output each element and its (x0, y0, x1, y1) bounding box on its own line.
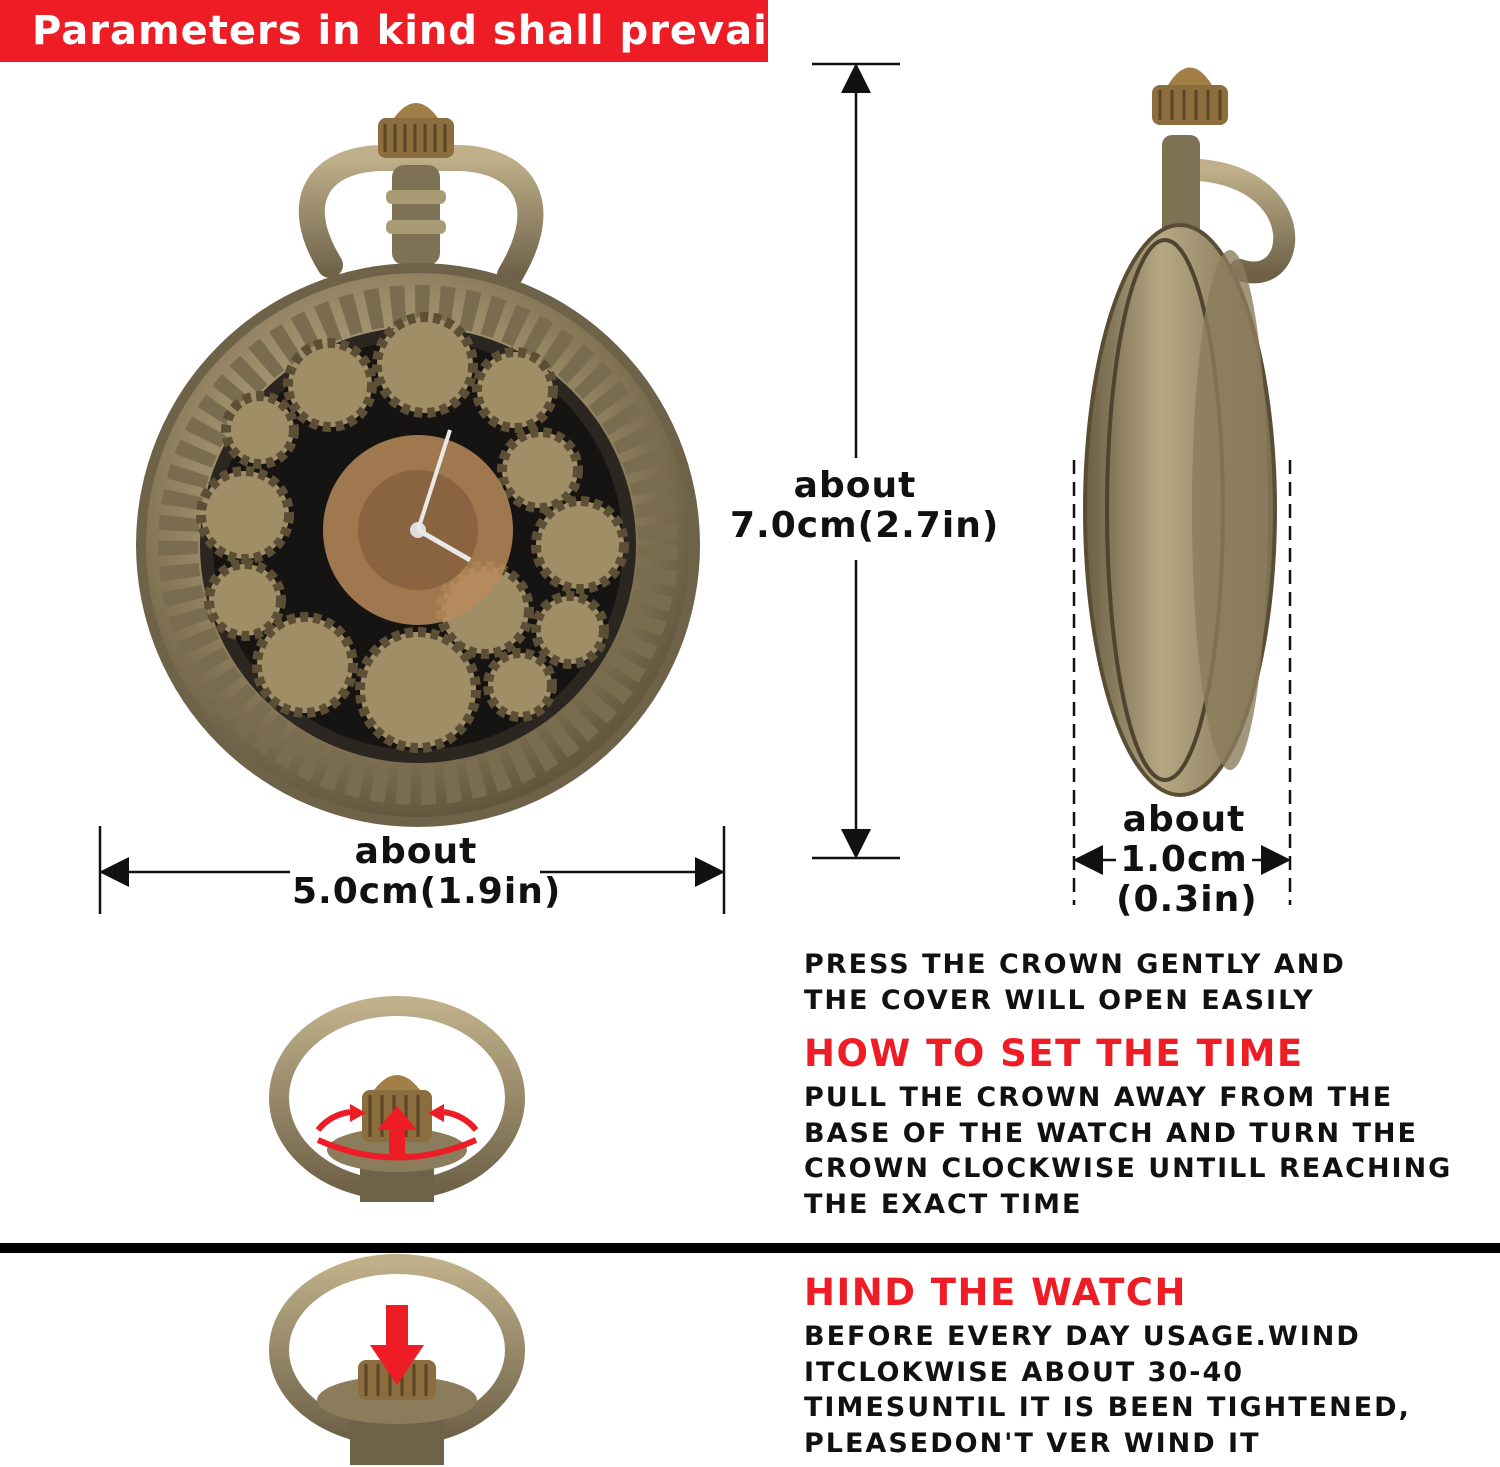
set-time-line: CROWN CLOCKWISE UNTILL REACHING (804, 1153, 1453, 1184)
height-label (730, 465, 1000, 546)
wind-instructions (804, 1319, 1411, 1461)
crown-press-icon (279, 1264, 515, 1465)
thickness-about: about (1122, 799, 1246, 840)
crown-rotate-icon (279, 1006, 515, 1202)
thickness-value: 1.0cm (1120, 839, 1248, 880)
set-time-line: THE EXACT TIME (804, 1188, 1083, 1220)
width-about: about (354, 831, 478, 872)
width-label (292, 831, 562, 912)
set-time-instructions (804, 1080, 1452, 1222)
pocket-watch-side-icon (1085, 68, 1284, 796)
wind-line: BEFORE EVERY DAY USAGE.WIND (804, 1321, 1361, 1352)
height-dimension-lines (812, 64, 900, 858)
wind-line: PLEASEDON'T VER WIND IT (804, 1427, 1261, 1459)
set-time-line: BASE OF THE WATCH AND TURN THE (804, 1117, 1418, 1149)
open-line: PRESS THE CROWN GENTLY AND (804, 949, 1346, 980)
wind-line: ITCLOKWISE ABOUT 30-40 (804, 1356, 1245, 1388)
height-value: 7.0cm(2.7in) (730, 505, 1000, 546)
height-about: about (793, 465, 917, 506)
thickness-inches: (0.3in) (1116, 879, 1258, 920)
section-divider (0, 1243, 1500, 1253)
set-time-title: HOW TO SET THE TIME (804, 1032, 1304, 1075)
banner-text: Parameters in kind shall prevail (32, 8, 783, 54)
open-line: THE COVER WILL OPEN EASILY (804, 984, 1315, 1016)
width-value: 5.0cm(1.9in) (292, 871, 562, 912)
pocket-watch-front-icon (136, 103, 700, 827)
open-instructions (804, 947, 1346, 1018)
wind-line: TIMESUNTIL IT IS BEEN TIGHTENED, (804, 1392, 1411, 1423)
wind-title: HIND THE WATCH (804, 1271, 1187, 1314)
thickness-label (1116, 799, 1258, 920)
set-time-line: PULL THE CROWN AWAY FROM THE (804, 1082, 1394, 1113)
